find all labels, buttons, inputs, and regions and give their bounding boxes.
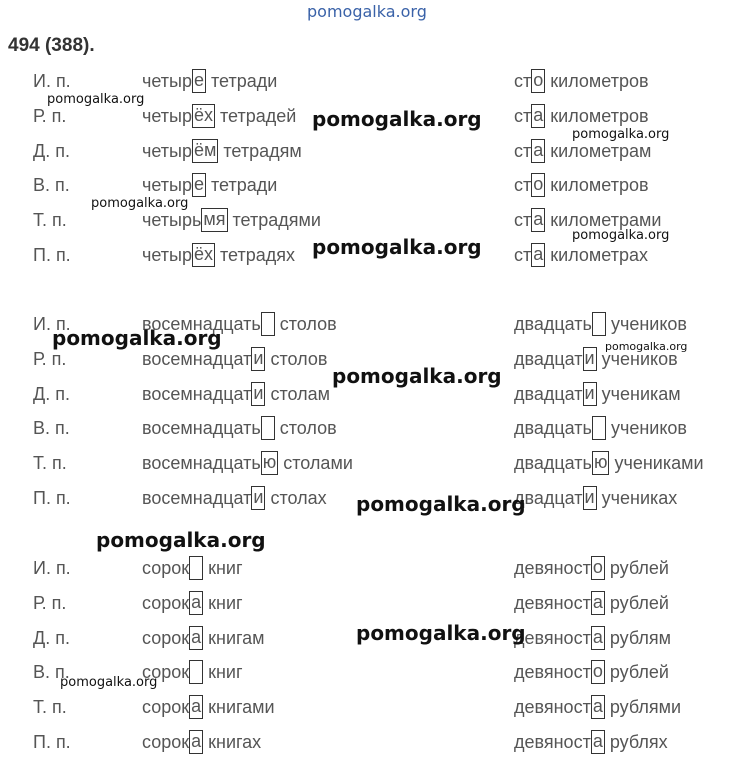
noun-form: рублям — [604, 628, 671, 648]
numeral-stem: ст — [514, 210, 532, 230]
case-label: И. п. — [33, 71, 71, 91]
case-label: Р. п. — [33, 106, 67, 126]
ending-box — [189, 556, 203, 580]
noun-form: книг — [203, 593, 243, 613]
case-label: В. п. — [33, 662, 70, 682]
noun-form: километров — [545, 71, 649, 91]
ending-box: ёх — [192, 104, 215, 128]
noun-form: книг — [203, 662, 243, 682]
numeral-phrase-left — [142, 139, 302, 163]
numeral-stem: четырь — [142, 210, 202, 230]
case-label: П. п. — [33, 245, 71, 265]
numeral-phrase-left — [142, 556, 243, 580]
top-watermark: pomogalka.org — [307, 2, 427, 21]
numeral-stem: ст — [514, 141, 532, 161]
noun-form: тетрадями — [227, 210, 321, 230]
numeral-stem: восемнадцать — [142, 453, 261, 473]
numeral-phrase-left — [142, 382, 330, 406]
noun-form: километров — [545, 106, 649, 126]
ending-box: а — [591, 695, 605, 719]
ending-box: ю — [261, 451, 279, 475]
noun-form: рублей — [604, 662, 669, 682]
numeral-stem: четыр — [142, 245, 192, 265]
ending-box — [261, 312, 275, 336]
numeral-stem: восемнадцать — [142, 418, 261, 438]
numeral-phrase-right — [514, 626, 671, 650]
ending-box: а — [591, 591, 605, 615]
numeral-phrase-right — [514, 486, 677, 510]
watermark-overlay: pomogalka.org — [605, 340, 688, 353]
numeral-stem: девяност — [514, 697, 591, 717]
noun-form: учениках — [596, 488, 678, 508]
watermark-overlay: pomogalka.org — [312, 235, 482, 259]
numeral-stem: двадцат — [514, 349, 583, 369]
numeral-phrase-right — [514, 382, 681, 406]
noun-form: учеников — [605, 418, 687, 438]
noun-form: рублей — [604, 558, 669, 578]
noun-form: столах — [265, 488, 327, 508]
ending-box: и — [251, 486, 265, 510]
case-label: И. п. — [33, 314, 71, 334]
watermark-overlay: pomogalka.org — [91, 196, 189, 211]
noun-form: учениками — [609, 453, 704, 473]
numeral-stem: ст — [514, 175, 532, 195]
numeral-stem: четыр — [142, 106, 192, 126]
ending-box: и — [583, 486, 597, 510]
numeral-phrase-right — [514, 139, 651, 163]
case-label: П. п. — [33, 488, 71, 508]
watermark-overlay: pomogalka.org — [312, 107, 482, 131]
noun-form: рублях — [604, 732, 668, 752]
noun-form: учеников — [605, 314, 687, 334]
noun-form: рублями — [604, 697, 682, 717]
numeral-stem: четыр — [142, 175, 192, 195]
noun-form: книгам — [203, 628, 265, 648]
case-label: И. п. — [33, 558, 71, 578]
ending-box: ю — [592, 451, 610, 475]
numeral-phrase-left — [142, 626, 265, 650]
watermark-overlay: pomogalka.org — [356, 621, 526, 645]
ending-box: а — [531, 104, 545, 128]
ending-box: о — [591, 556, 605, 580]
numeral-stem: двадцат — [514, 488, 583, 508]
numeral-stem: девяност — [514, 593, 591, 613]
noun-form: столов — [265, 349, 328, 369]
ending-box: о — [591, 660, 605, 684]
numeral-stem: ст — [514, 245, 532, 265]
noun-form: тетрадей — [215, 106, 297, 126]
numeral-phrase-left — [142, 208, 321, 232]
ending-box — [592, 312, 606, 336]
ending-box: а — [591, 730, 605, 754]
noun-form: книгах — [203, 732, 262, 752]
watermark-overlay: pomogalka.org — [52, 326, 222, 350]
noun-form: километрами — [545, 210, 662, 230]
numeral-phrase-left — [142, 486, 327, 510]
numeral-phrase-right — [514, 695, 681, 719]
watermark-overlay: pomogalka.org — [572, 228, 670, 243]
noun-form: тетради — [206, 71, 278, 91]
numeral-phrase-right — [514, 173, 649, 197]
case-label: Т. п. — [33, 210, 67, 230]
case-label: В. п. — [33, 418, 70, 438]
ending-box — [189, 660, 203, 684]
numeral-phrase-left — [142, 347, 327, 371]
numeral-stem: девяност — [514, 732, 591, 752]
numeral-phrase-left — [142, 695, 275, 719]
ending-box: ём — [192, 139, 218, 163]
ending-box: и — [583, 382, 597, 406]
noun-form: ученикам — [596, 384, 681, 404]
numeral-phrase-left — [142, 173, 277, 197]
numeral-stem: двадцать — [514, 314, 592, 334]
ending-box: а — [189, 591, 203, 615]
numeral-stem: восемнадцат — [142, 349, 252, 369]
numeral-stem: восемнадцат — [142, 488, 252, 508]
noun-form: тетради — [206, 175, 278, 195]
numeral-stem: ст — [514, 106, 532, 126]
numeral-stem: ст — [514, 71, 532, 91]
numeral-phrase-left — [142, 416, 337, 440]
numeral-stem: девяност — [514, 558, 591, 578]
ending-box: а — [189, 695, 203, 719]
numeral-phrase-left — [142, 591, 243, 615]
exercise-title: 494 (388). — [8, 35, 95, 56]
noun-form: учеников — [596, 349, 678, 369]
case-label: Р. п. — [33, 593, 67, 613]
numeral-phrase-right — [514, 312, 687, 336]
watermark-overlay: pomogalka.org — [356, 492, 526, 516]
ending-box: а — [591, 626, 605, 650]
numeral-phrase-right — [514, 451, 704, 475]
numeral-phrase-right — [514, 556, 669, 580]
numeral-stem: сорок — [142, 732, 190, 752]
watermark-overlay: pomogalka.org — [332, 364, 502, 388]
numeral-stem: четыр — [142, 71, 192, 91]
noun-form: тетрадям — [218, 141, 302, 161]
numeral-stem: сорок — [142, 628, 190, 648]
ending-box: и — [251, 382, 265, 406]
noun-form: столов — [274, 314, 337, 334]
ending-box: а — [531, 243, 545, 267]
case-label: Т. п. — [33, 453, 67, 473]
noun-form: столов — [274, 418, 337, 438]
watermark-overlay: pomogalka.org — [572, 127, 670, 142]
case-label: П. п. — [33, 732, 71, 752]
ending-box: а — [531, 208, 545, 232]
numeral-stem: восемнадцать — [142, 314, 261, 334]
numeral-phrase-left — [142, 451, 353, 475]
watermark-overlay: pomogalka.org — [47, 92, 145, 107]
numeral-stem: восемнадцат — [142, 384, 252, 404]
ending-box: о — [531, 173, 545, 197]
ending-box: е — [192, 173, 206, 197]
ending-box: а — [531, 139, 545, 163]
watermark-overlay: pomogalka.org — [60, 675, 158, 690]
numeral-stem: сорок — [142, 697, 190, 717]
ending-box: а — [189, 730, 203, 754]
numeral-stem: сорок — [142, 558, 190, 578]
numeral-stem: девяност — [514, 662, 591, 682]
ending-box: о — [531, 69, 545, 93]
case-label: В. п. — [33, 175, 70, 195]
numeral-phrase-right — [514, 660, 669, 684]
numeral-stem: двадцат — [514, 384, 583, 404]
numeral-phrase-right — [514, 730, 668, 754]
case-label: Д. п. — [33, 141, 70, 161]
numeral-phrase-left — [142, 69, 277, 93]
noun-form: рублей — [604, 593, 669, 613]
numeral-stem: двадцать — [514, 453, 592, 473]
ending-box: и — [251, 347, 265, 371]
ending-box — [261, 416, 275, 440]
numeral-phrase-right — [514, 104, 649, 128]
noun-form: километрам — [545, 141, 652, 161]
numeral-stem: четыр — [142, 141, 192, 161]
numeral-phrase-left — [142, 730, 261, 754]
case-label: Д. п. — [33, 384, 70, 404]
noun-form: книгами — [203, 697, 275, 717]
numeral-phrase-left — [142, 243, 295, 267]
noun-form: километров — [545, 175, 649, 195]
ending-box — [592, 416, 606, 440]
noun-form: километрах — [545, 245, 648, 265]
numeral-phrase-left — [142, 104, 296, 128]
noun-form: столам — [265, 384, 330, 404]
numeral-stem: сорок — [142, 662, 190, 682]
ending-box: и — [583, 347, 597, 371]
numeral-stem: двадцать — [514, 418, 592, 438]
numeral-phrase-right — [514, 243, 648, 267]
case-label: Д. п. — [33, 628, 70, 648]
numeral-stem: девяност — [514, 628, 591, 648]
ending-box: е — [192, 69, 206, 93]
case-label: Т. п. — [33, 697, 67, 717]
numeral-phrase-right — [514, 416, 687, 440]
numeral-stem: сорок — [142, 593, 190, 613]
numeral-phrase-right — [514, 591, 669, 615]
numeral-phrase-right — [514, 69, 649, 93]
ending-box: а — [189, 626, 203, 650]
noun-form: столами — [278, 453, 353, 473]
ending-box: мя — [201, 208, 227, 232]
noun-form: тетрадях — [215, 245, 295, 265]
noun-form: книг — [203, 558, 243, 578]
ending-box: ёх — [192, 243, 215, 267]
watermark-overlay: pomogalka.org — [96, 528, 266, 552]
case-label: Р. п. — [33, 349, 67, 369]
